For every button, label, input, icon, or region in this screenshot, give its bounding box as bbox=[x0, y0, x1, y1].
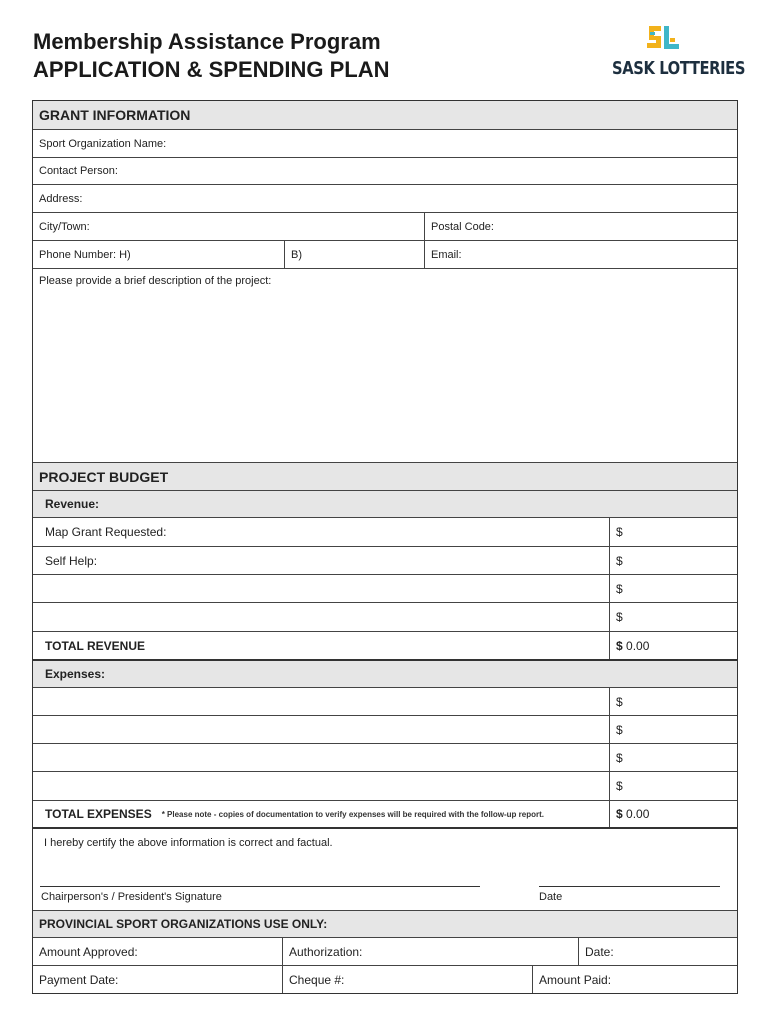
revenue-amount-3[interactable]: $ bbox=[616, 581, 623, 596]
pso-heading: PROVINCIAL SPORT ORGANIZATIONS USE ONLY: bbox=[33, 911, 737, 937]
phone-home-field[interactable]: Phone Number: H) bbox=[33, 241, 285, 268]
total-expenses-value: 0.00 bbox=[626, 807, 650, 821]
revenue-label: Revenue: bbox=[33, 491, 737, 517]
expense-amount-2[interactable]: $ bbox=[616, 722, 623, 737]
phone-business-field[interactable]: B) bbox=[285, 241, 425, 268]
total-revenue-value: 0.00 bbox=[626, 638, 650, 653]
title-line-1: Membership Assistance Program bbox=[33, 29, 381, 54]
postal-code-field[interactable]: Postal Code: bbox=[431, 220, 494, 233]
pso-date-field[interactable]: Date: bbox=[585, 944, 614, 959]
total-expenses-currency: $ bbox=[616, 807, 623, 821]
project-budget-heading: PROJECT BUDGET bbox=[33, 463, 737, 490]
logo-text: SASK LOTTERIES bbox=[612, 58, 746, 79]
date-label: Date bbox=[539, 891, 563, 903]
signature-line[interactable] bbox=[40, 886, 480, 887]
expense-item-2[interactable] bbox=[33, 716, 610, 743]
city-field[interactable]: City/Town: bbox=[33, 213, 425, 240]
signature-label: Chairperson's / President's Signature bbox=[41, 891, 222, 903]
authorization-field[interactable]: Authorization: bbox=[283, 938, 579, 965]
revenue-item-3[interactable] bbox=[33, 575, 610, 602]
total-revenue-cell bbox=[610, 632, 737, 659]
revenue-item-1[interactable]: Map Grant Requested: bbox=[33, 518, 610, 546]
revenue-amount-1[interactable]: $ bbox=[616, 525, 623, 539]
grant-information-heading: GRANT INFORMATION bbox=[33, 101, 737, 129]
page-title bbox=[33, 28, 390, 84]
application-form bbox=[32, 100, 738, 994]
amount-approved-field[interactable]: Amount Approved: bbox=[33, 938, 283, 965]
sask-lotteries-logo bbox=[612, 24, 746, 80]
revenue-item-4[interactable] bbox=[33, 603, 610, 631]
total-expenses-value-cell bbox=[610, 801, 737, 827]
total-expenses-label: TOTAL EXPENSES bbox=[45, 807, 152, 821]
expenses-note: * Please note - copies of documentation to verify expenses will be required with the follow-up report. bbox=[161, 809, 544, 819]
address-field[interactable]: Address: bbox=[39, 192, 83, 205]
org-name-field[interactable]: Sport Organization Name: bbox=[39, 137, 167, 150]
total-revenue-currency: $ bbox=[616, 638, 623, 653]
expenses-label: Expenses: bbox=[33, 661, 737, 687]
expense-item-3[interactable] bbox=[33, 744, 610, 771]
payment-date-field[interactable]: Payment Date: bbox=[33, 966, 283, 993]
amount-paid-field[interactable]: Amount Paid: bbox=[539, 972, 612, 987]
revenue-amount-2[interactable]: $ bbox=[616, 553, 623, 568]
cheque-field[interactable]: Cheque #: bbox=[283, 966, 533, 993]
email-field[interactable]: Email: bbox=[431, 248, 462, 261]
revenue-amount-4[interactable]: $ bbox=[616, 610, 623, 624]
expense-item-1[interactable] bbox=[33, 688, 610, 715]
revenue-item-2[interactable]: Self Help: bbox=[33, 547, 610, 574]
total-expenses-cell bbox=[33, 801, 610, 827]
title-line-2: APPLICATION & SPENDING PLAN bbox=[33, 57, 390, 82]
project-description-field[interactable]: Please provide a brief description of the project: bbox=[39, 275, 272, 287]
total-revenue-label: TOTAL REVENUE bbox=[33, 632, 610, 659]
date-line[interactable] bbox=[539, 886, 720, 887]
expense-item-4[interactable] bbox=[33, 772, 610, 800]
expense-amount-3[interactable]: $ bbox=[616, 750, 623, 765]
certify-statement: I hereby certify the above information is correct and factual. bbox=[44, 837, 333, 849]
contact-person-field[interactable]: Contact Person: bbox=[39, 165, 118, 177]
expense-amount-4[interactable]: $ bbox=[616, 779, 623, 793]
expense-amount-1[interactable]: $ bbox=[616, 694, 623, 709]
logo-mark-icon bbox=[612, 24, 726, 58]
